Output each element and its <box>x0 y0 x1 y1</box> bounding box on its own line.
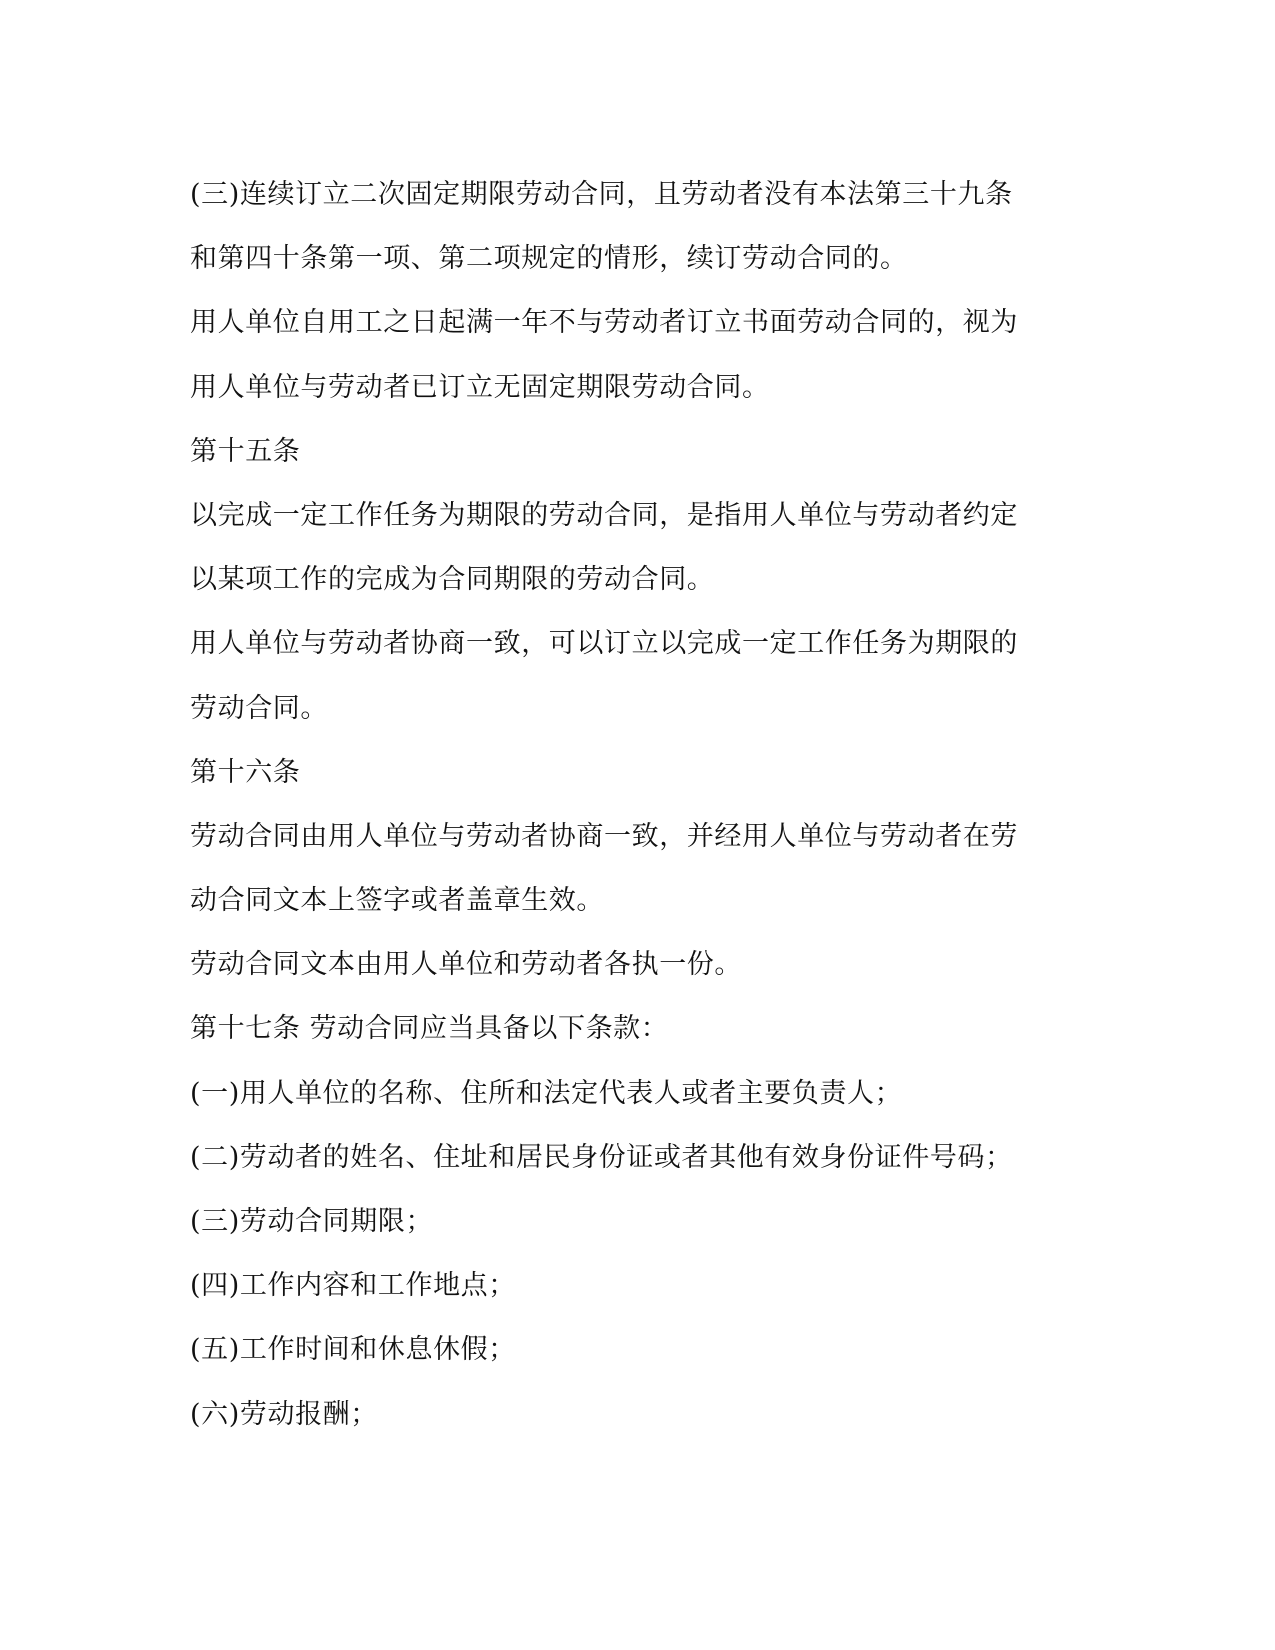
text-line: 劳动合同文本由用人单位和劳动者各执一份。 <box>190 949 742 981</box>
list-item: (一)用人单位的名称、住所和法定代表人或者主要负责人； <box>190 1077 903 1109</box>
article-heading: 第十六条 <box>190 756 301 788</box>
text-line: 以完成一定工作任务为期限的劳动合同，是指用人单位与劳动者约定 <box>190 499 1018 531</box>
list-item: (四)工作内容和工作地点； <box>190 1270 516 1302</box>
document-body <box>190 163 1090 1447</box>
list-item: (五)工作时间和休息休假； <box>190 1334 516 1366</box>
list-item: (六)劳动报酬； <box>190 1398 378 1430</box>
text-line: 用人单位与劳动者已订立无固定期限劳动合同。 <box>190 371 770 403</box>
article-heading: 第十七条 劳动合同应当具备以下条款： <box>190 1013 669 1045</box>
list-item: (二)劳动者的姓名、住址和居民身份证或者其他有效身份证件号码； <box>190 1141 1013 1173</box>
text-line: 和第四十条第一项、第二项规定的情形，续订劳动合同的。 <box>190 243 908 275</box>
article-heading: 第十五条 <box>190 435 301 467</box>
text-line: 用人单位与劳动者协商一致，可以订立以完成一定工作任务为期限的 <box>190 628 1018 660</box>
text-line: 劳动合同由用人单位与劳动者协商一致，并经用人单位与劳动者在劳 <box>190 820 1018 852</box>
text-line: (三)连续订立二次固定期限劳动合同，且劳动者没有本法第三十九条 <box>190 179 1013 210</box>
text-line: 用人单位自用工之日起满一年不与劳动者订立书面劳动合同的，视为 <box>190 307 1018 339</box>
list-item: (三)劳动合同期限； <box>190 1206 434 1237</box>
text-line: 以某项工作的完成为合同期限的劳动合同。 <box>190 564 715 596</box>
text-line: 劳动合同。 <box>190 692 328 724</box>
text-line: 动合同文本上签字或者盖章生效。 <box>190 885 604 917</box>
